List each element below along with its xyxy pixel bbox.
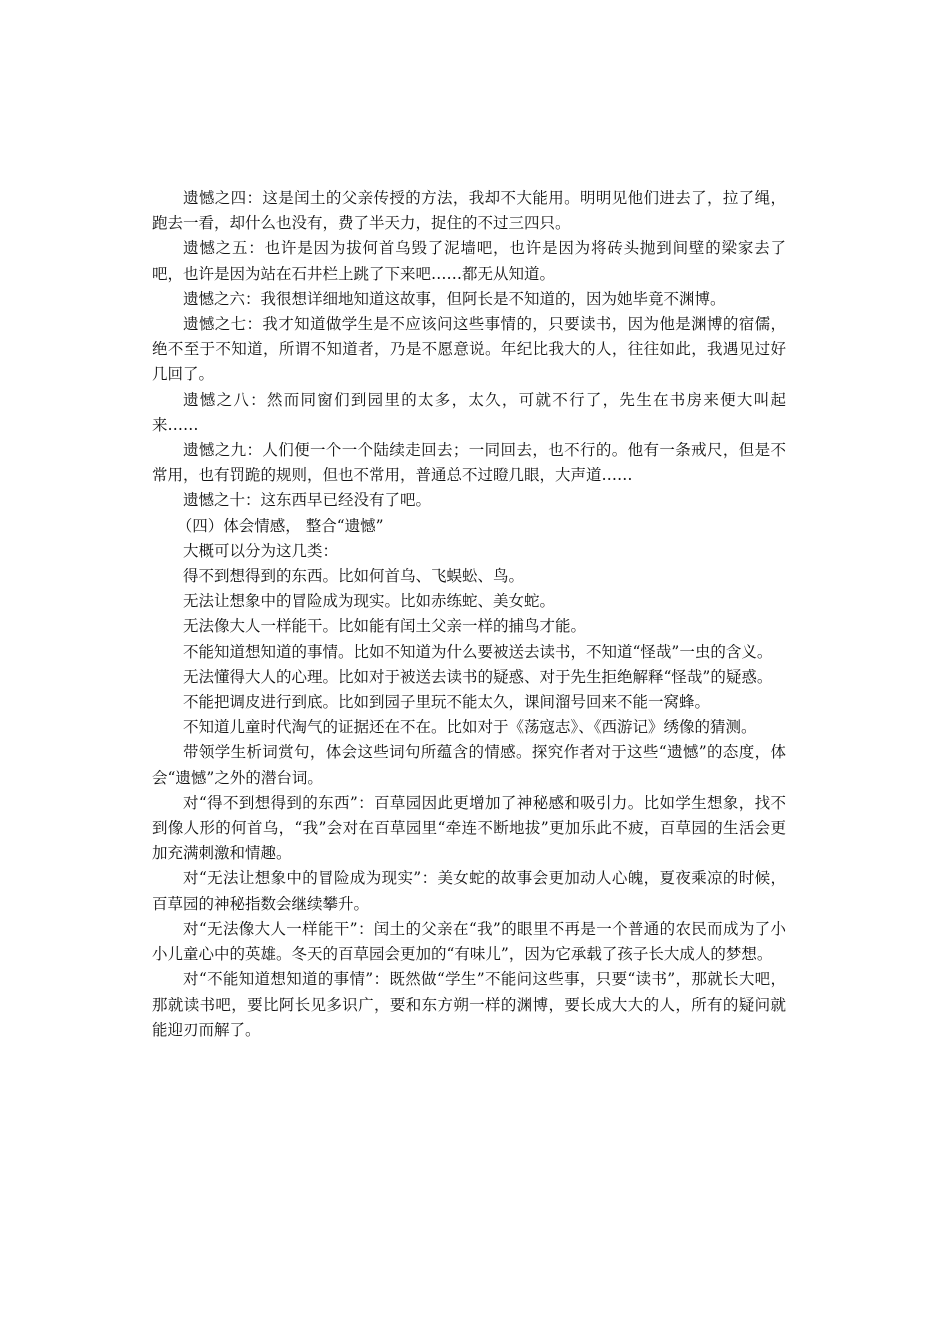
paragraph-categories-intro: 大概可以分为这几类： [183, 541, 339, 560]
paragraph-analysis-intro: 带领学生析词赏句，体会这些词句所蕴含的情感。探究作者对于这些“遗憾”的态度，体会“遗憾”之外的潜台词。 [152, 743, 786, 787]
paragraph-analysis-2: 对“无法让想象中的冒险成为现实”：美女蛇的故事会更加动人心魄，夏夜乘凉的时候，百草园的神秘指数会继续攀升。 [152, 869, 786, 913]
paragraph-analysis-1: 对“得不到想得到的东西”：百草园因此更增加了神秘感和吸引力。比如学生想象，找不到像人形的何首乌，“我”会对在百草园里“牵连不断地拔”更加乐此不疲，百草园的生活会更加充满刺激和情趣。 [152, 793, 786, 863]
paragraph-analysis-3: 对“无法像大人一样能干”：闰土的父亲在“我”的眼里不再是一个普通的农民而成为了小小儿童心中的英雄。冬天的百草园会更加的“有味儿”，因为它承载了孩子长大成人的梦想。 [152, 919, 786, 964]
paragraph-regret-5: 遗憾之五：也许是因为拔何首乌毁了泥墙吧，也许是因为将砖头抛到间壁的梁家去了吧，也许是因为站在石井栏上跳了下来吧……都无从知道。 [152, 239, 786, 283]
paragraph-regret-10: 遗憾之十：这东西早已经没有了吧。 [183, 491, 432, 510]
paragraph-category-3: 无法像大人一样能干。比如能有闰土父亲一样的捕鸟才能。 [183, 617, 587, 636]
paragraph-category-6: 不能把调皮进行到底。比如到园子里玩不能太久，课间溜号回来不能一窝蜂。 [183, 693, 711, 712]
document-body [152, 186, 786, 1043]
paragraph-category-2: 无法让想象中的冒险成为现实。比如赤练蛇、美女蛇。 [183, 592, 556, 611]
paragraph-analysis-4: 对“不能知道想知道的事情”：既然做“学生”不能问这些事，只要“读书”，那就长大吧，那就读书吧，要比阿长见多识广，要和东方朔一样的渊博，要长成大大的人，所有的疑问就能迎刃而解了。 [152, 970, 786, 1039]
paragraph-regret-9: 遗憾之九：人们便一个一个陆续走回去；一同回去，也不行的。他有一条戒尺，但是不常用，也有罚跪的规则，但也不常用，普通总不过瞪几眼，大声道…… [152, 441, 786, 485]
paragraph-regret-8: 遗憾之八：然而同窗们到园里的太多，太久，可就不行了，先生在书房来便大叫起来…… [152, 390, 786, 434]
paragraph-category-7: 不知道儿童时代淘气的证据还在不在。比如对于《荡寇志》、《西游记》绣像的猜测。 [183, 718, 757, 737]
paragraph-category-4: 不能知道想知道的事情。比如不知道为什么要被送去读书，不知道“怪哉”一虫的含义。 [183, 642, 773, 661]
paragraph-regret-6: 遗憾之六：我很想详细地知道这故事，但阿长是不知道的，因为她毕竟不渊博。 [183, 289, 726, 308]
section-heading: （四）体会情感， 整合“遗憾” [176, 516, 384, 535]
paragraph-regret-4: 遗憾之四：这是闰土的父亲传授的方法，我却不大能用。明明见他们进去了，拉了绳，跑去一看，却什么也没有，费了半天力，捉住的不过三四只。 [152, 189, 786, 233]
paragraph-regret-7: 遗憾之七：我才知道做学生是不应该问这些事情的，只要读书，因为他是渊博的宿儒，绝不至于不知道，所谓不知道者，乃是不愿意说。年纪比我大的人，往往如此，我遇见过好几回了。 [152, 315, 786, 384]
paragraph-category-5: 无法懂得大人的心理。比如对于被送去读书的疑惑、对于先生拒绝解释“怪哉”的疑惑。 [183, 667, 773, 686]
paragraph-category-1: 得不到想得到的东西。比如何首乌、飞蜈蚣、鸟。 [183, 567, 525, 586]
